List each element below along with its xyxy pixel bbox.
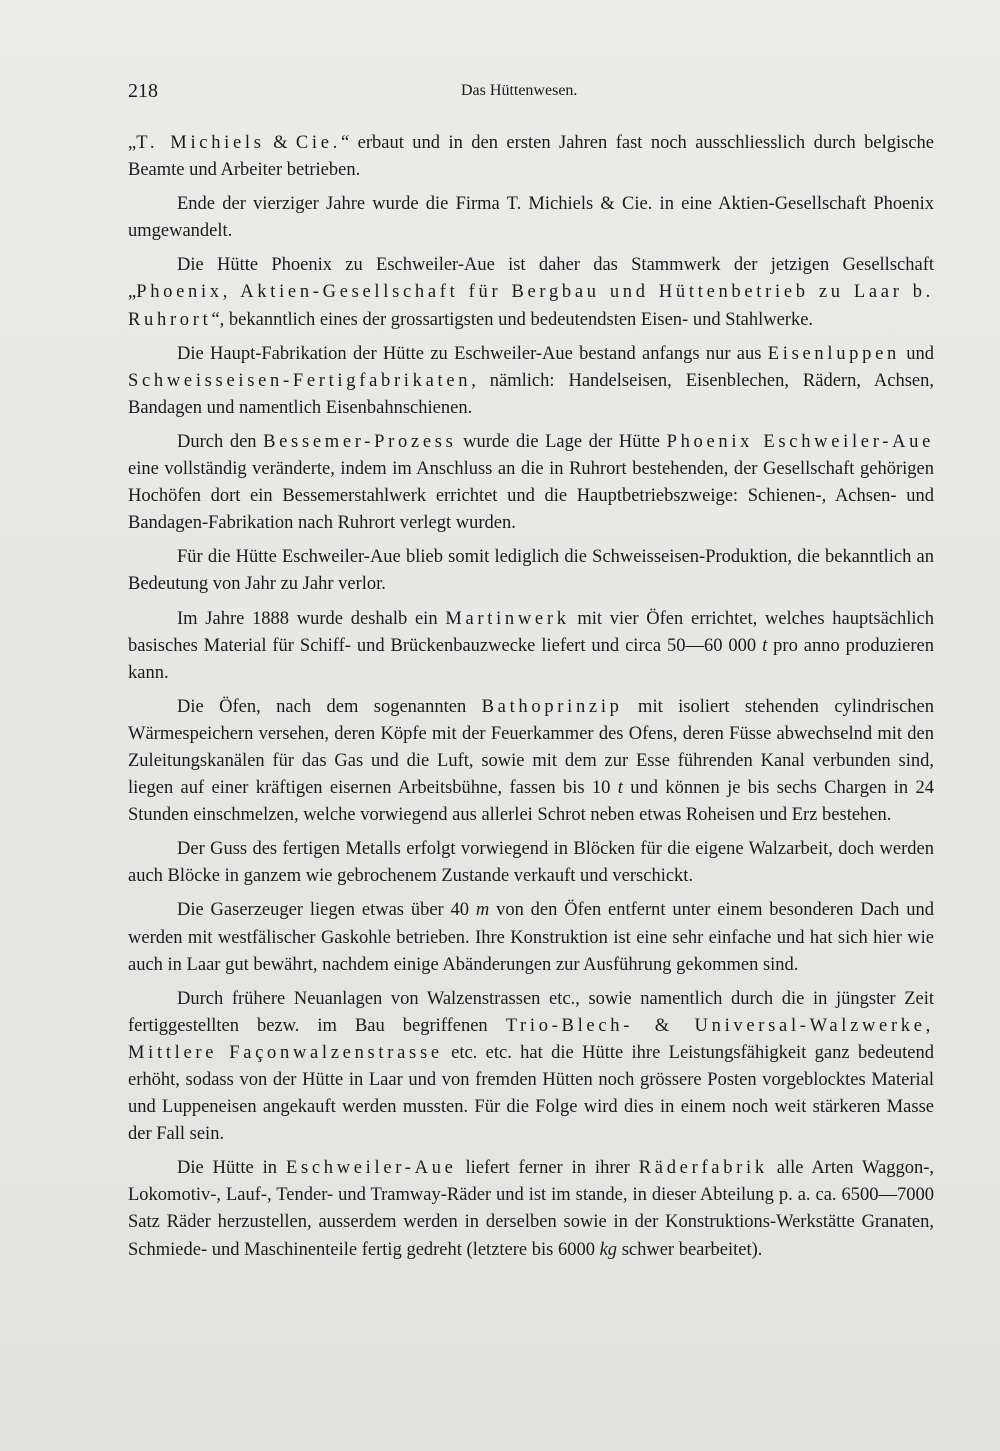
text-run: Durch den [177,431,264,452]
text-run: Martinwerk [445,608,570,629]
paragraph [128,130,934,184]
text-run: “, bekanntlich eines der grossartigsten und bedeutendsten Eisen- und Stahlwerke. [211,309,814,330]
text-run: Trio-Blech- & Universal-Walzwerke, Mittlere Façonwalzenstrasse [128,1015,934,1063]
text-run: Phoenix Eschweiler-Aue [666,431,934,452]
text-run: und [899,343,934,364]
text-run: liefert ferner in ihrer [456,1158,639,1179]
paragraph [128,429,934,537]
text-run: Eisenluppen [767,343,900,364]
text-run: , nämlich: Handelseisen, Eisenblechen, Rädern, Achsen, Bandagen und namentlich Eisenbahnschienen. [128,370,934,418]
text-run: mit vier Öfen errichtet, welches hauptsächlich basisches Material für Schiff- und Brückenbauzwecke liefert und circa 50—60 000 [128,608,934,656]
text-run: „ [128,133,137,153]
text-run: T. Michiels [136,133,265,153]
paragraph [128,606,934,687]
text-run: kg [599,1239,618,1260]
text-run: mit isoliert stehenden cylindrischen Wärmespeichern versehen, deren Köpfe mit der Feuerkammer des Ofens, deren Füsse abwechselnd mit den Zuleitungskanälen für das Gas und die Luft, sowie mit dem zur Esse führenden Kanal verbunden sind, liegen auf einer kräftigen eisernen Arbeitsbühne, fassen bis 10 [128,696,934,799]
text-run: Ende der vierziger Jahre wurde die Firma T. Michiels & Cie. in eine Aktien-Gesellschaft Phoenix umgewandelt. [128,194,934,242]
text-run: t [762,635,768,656]
paragraph [128,694,934,829]
running-title: Das Hüttenwesen. [461,82,578,99]
text-run: Der Guss des fertigen Metalls erfolgt vorwiegend in Blöcken für die eigene Walzarbeit, doch werden auch Blöcke in ganzem wie gebrochenem Zustande verkauft und verschickt. [128,839,934,887]
paragraph [128,986,934,1149]
paragraph [128,897,934,978]
paragraph [128,1155,934,1263]
text-run: Cie. [295,133,341,153]
text-run: Die Hütte Phoenix zu Eschweiler-Aue ist daher das Stammwerk der jetzigen Gesellschaft „ [128,255,934,303]
text-run: alle Arten Waggon-, Lokomotiv-, Lauf-, Tender- und Tramway-Räder und ist im stande, in dieser Abteilung p. a. ca. 6500—7000 Satz Räder herzustellen, ausserdem werden in derselben sowie in der Konstruktions-Werkstätte Granaten, Schmiede- und Maschinenteile fertig gedreht (letztere bis 6000 [128,1158,934,1260]
text-run: Bathoprinzip [481,696,623,717]
text-run: Bessemer-Prozess [263,431,457,452]
text-run: und können je bis sechs Chargen in 24 Stunden einschmelzen, welche vorwiegend aus allerlei Schrot neben etwas Roheisen und Erz bestehen. [128,778,934,826]
paragraph [128,252,934,333]
text-run: Die Öfen, nach dem sogenannten [177,696,482,717]
page-header [128,76,934,106]
text-run: eine vollständig veränderte, indem im Anschluss an die in Ruhrort bestehenden, der Gesellschaft gehörigen Hochöfen dort ein Bessemerstahlwerk errichtet und die Hauptbetriebszweige: Schienen-, Achsen- und Bandagen-Fabrikation nach Ruhrort verlegt wurden. [128,459,934,534]
text-run: t [617,778,623,799]
paragraph [128,191,934,245]
text-run: pro anno produzieren kann. [128,635,934,683]
paragraph [128,544,934,598]
text-run: Phoenix, Aktien-Gesellschaft für Bergbau und Hüttenbetrieb zu Laar b. Ruhrort [128,282,934,330]
text-run: m [475,900,490,921]
text-run: Die Haupt-Fabrikation der Hütte zu Eschweiler-Aue bestand anfangs nur aus [177,343,768,364]
text-run: etc. etc. hat die Hütte ihre Leistungsfähigkeit ganz bedeutend erhöht, sodass von der Hütte in Laar und von fremden Hütten noch grössere Posten vorgeblocktes Material und Luppeneisen angekauft werden mussten. Für die Folge wird dies in einem noch weit stärkeren Masse der Fall sein. [128,1042,934,1145]
text-run: Eschweiler-Aue [285,1158,457,1179]
text-run: schwer bearbeitet). [617,1239,763,1260]
text-run: & [264,133,296,153]
body-text [128,130,934,1264]
text-run: von den Öfen entfernt unter einem besonderen Dach und werden mit westfälischer Gaskohle betrieben. Ihre Konstruktion ist eine sehr einfache und hat sich hier wie auch in Laar gut bewährt, nachdem einige Abänderungen zur Ausführung gekommen sind. [128,900,934,975]
page-number: 218 [128,80,158,102]
text-run: Schweisseisen-Fertigfabrikaten [128,370,472,391]
text-run: wurde die Lage der Hütte [456,431,667,452]
text-run: Für die Hütte Eschweiler-Aue blieb somit lediglich die Schweisseisen-Produktion, die bekanntlich an Bedeutung von Jahr zu Jahr verlor. [128,547,934,595]
text-run: Die Hütte in [177,1158,286,1179]
text-run: Im Jahre 1888 wurde deshalb ein [177,608,446,629]
text-run: Die Gaserzeuger liegen etwas über 40 [177,900,476,921]
paragraph [128,836,934,890]
text-run: Durch frühere Neuanlagen von Walzenstrassen etc., sowie namentlich durch die in jüngster Zeit fertiggestellten bezw. im Bau begriffenen [128,988,934,1036]
text-run: “ erbaut und in den ersten Jahren fast noch ausschliesslich durch belgische Beamte und Arbeiter betrieben. [128,133,934,181]
text-run: Räderfabrik [638,1158,768,1179]
paragraph [128,341,934,422]
